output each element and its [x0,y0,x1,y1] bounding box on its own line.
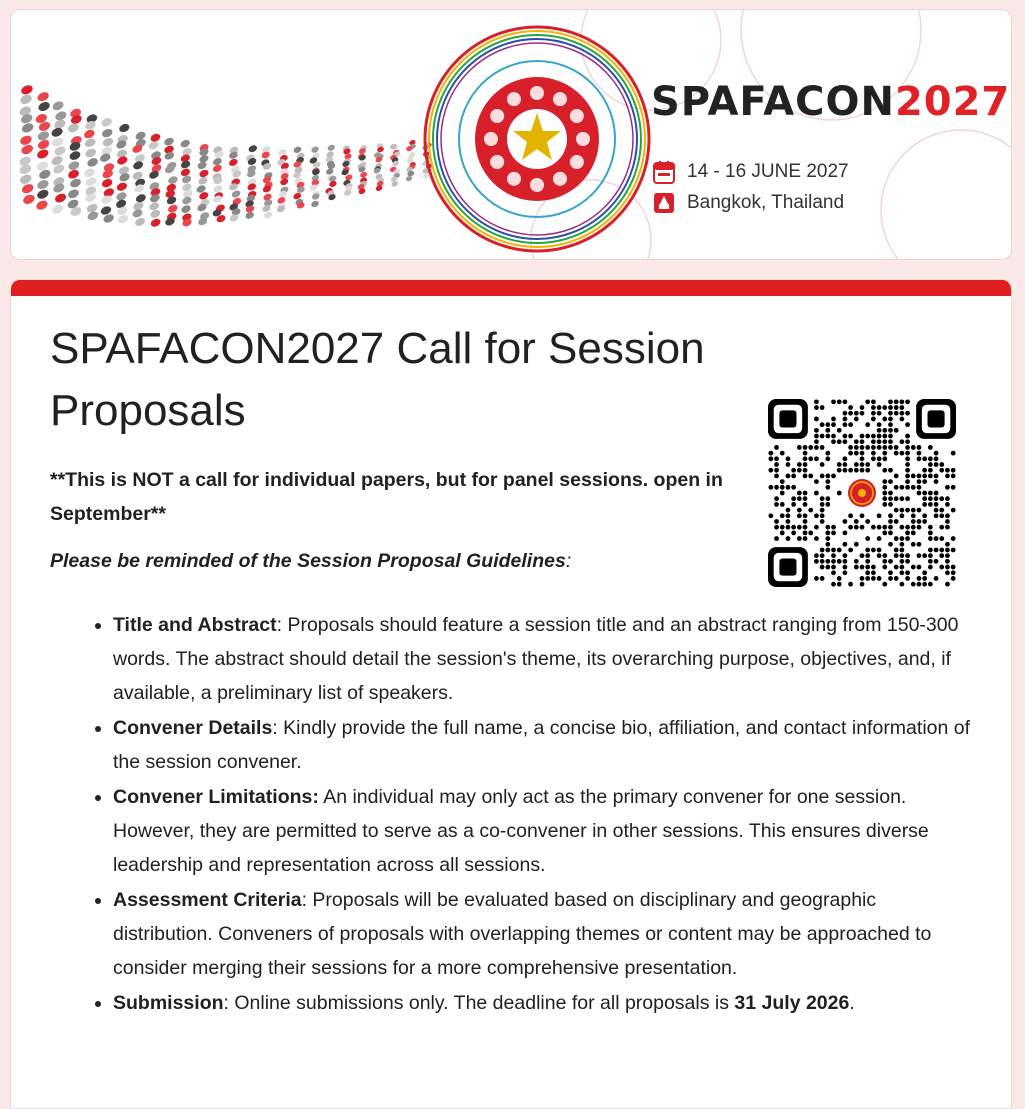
card-accent-bar [11,280,1011,296]
guideline-label: Assessment Criteria [113,889,302,911]
deadline-date: 31 July 2026 [734,992,850,1014]
guideline-item [113,986,978,1020]
conference-logo-emblem [11,10,1011,260]
guideline-item [113,608,978,710]
brand-wordmark [651,79,1011,125]
guideline-text: : Proposals will be evaluated based on disciplinary and geographic distribution. Conveners of proposals with overlapping themes or content may be approached to consider merging their sessions for a more comprehensive presentation. [113,889,932,979]
qr-code-image [768,399,956,587]
brand-prefix: SPAFACON [651,79,895,125]
form-description-card [10,279,1012,1109]
temple-pin-icon [653,192,675,214]
event-date: 14 - 16 JUNE 2027 [687,161,849,182]
guideline-label: Title and Abstract [113,614,277,636]
guideline-label: Convener Details [113,717,273,739]
calendar-icon [653,160,675,184]
event-location-row [653,192,844,214]
guideline-item [113,780,978,882]
guideline-item [113,883,978,985]
guideline-label: Convener Limitations: [113,786,319,808]
guideline-text: : Kindly provide the full name, a concise bio, affiliation, and contact information of the session convener. [113,717,971,773]
header-banner [10,9,1012,260]
guideline-tail: . [849,992,855,1014]
event-date-row [653,160,849,184]
reminder-colon: : [565,550,572,572]
event-location: Bangkok, Thailand [687,192,845,213]
guideline-text: : Online submissions only. The deadline for all proposals is [223,992,735,1014]
guideline-text: An individual may only act as the primary convener for one session. However, they are permitted to serve as a co-convener in other sessions. This ensures diverse leadership and representation across all sessions. [113,786,929,876]
guidelines-reminder [50,550,571,573]
form-title: SPAFACON2027 Call for Session Proposals [50,324,705,435]
form-notice: **This is NOT a call for individual papers, but for panel sessions. open in September** [50,469,723,525]
guidelines-list [73,608,978,1021]
reminder-text: Please be reminded of the Session Proposal Guidelines [50,550,566,572]
brand-year: 2027 [894,79,1011,125]
guideline-item [113,711,978,779]
guideline-text: : Proposals should feature a session title and an abstract ranging from 150-300 words. The abstract should detail the session's theme, its overarching purpose, objectives, and, if available, a preliminary list of speakers. [113,614,959,704]
guideline-label: Submission [113,992,224,1014]
